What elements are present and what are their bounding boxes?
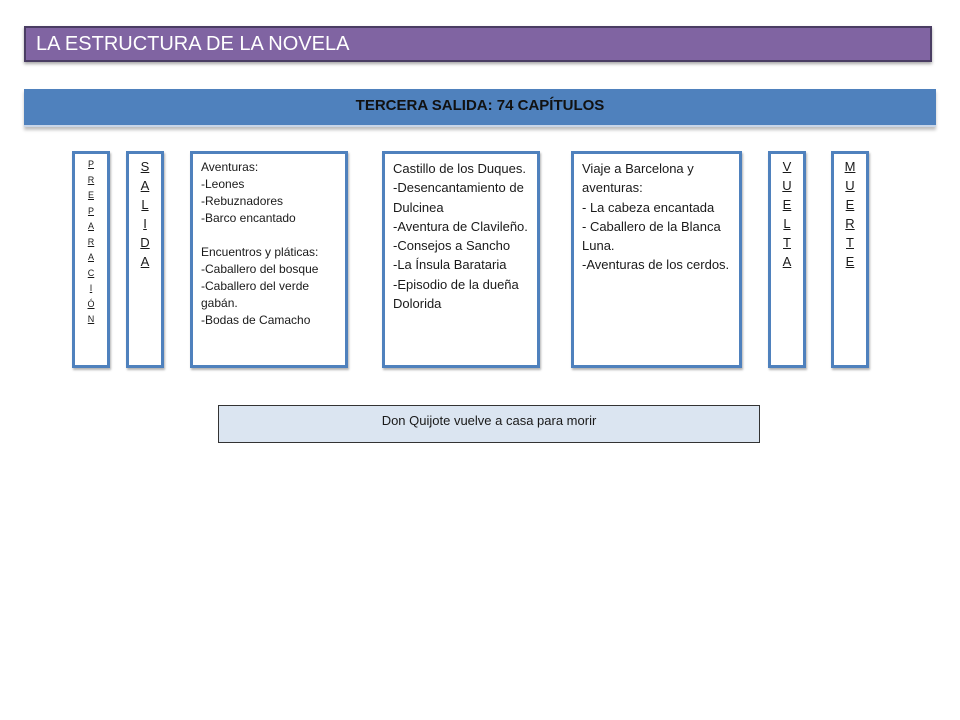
salida-letter: L: [141, 197, 149, 212]
footer-text: Don Quijote vuelve a casa para morir: [381, 413, 597, 428]
muerte-letter: T: [846, 235, 854, 250]
vuelta-letter: A: [782, 254, 792, 269]
preparacion-letter: R: [87, 236, 95, 247]
viaje-text: Viaje a Barcelona y aventuras: - La cabeza encantada - Caballero de la Blanca Luna. -Aventuras de los cerdos.: [582, 161, 730, 273]
muerte-letter: E: [845, 254, 855, 269]
viaje-box: [571, 151, 742, 368]
preparacion-letter: A: [87, 221, 94, 231]
aventuras-box: [190, 151, 348, 368]
vuelta-box: [768, 151, 806, 368]
muerte-box: [831, 151, 869, 368]
slide-title: LA ESTRUCTURA DE LA NOVELA: [24, 26, 932, 62]
preparacion-letter: C: [87, 267, 95, 278]
salida-letter: S: [140, 159, 150, 174]
muerte-letter: U: [845, 178, 855, 193]
salida-box: [126, 151, 164, 368]
vuelta-letter: E: [782, 197, 792, 212]
section-subtitle: TERCERA SALIDA: 74 CAPÍTULOS: [24, 89, 936, 127]
aventuras-text: Aventuras: -Leones -Rebuznadores -Barco encantado Encuentros y pláticas: -Caballero del bosque -Caballero del verde gabán. -Bodas de Camacho: [201, 160, 319, 327]
salida-letter: A: [140, 254, 150, 269]
castillo-box: [382, 151, 540, 368]
preparacion-letter: N: [87, 314, 95, 324]
preparacion-letter: P: [87, 159, 94, 169]
footer-note: [218, 405, 760, 443]
castillo-text: Castillo de los Duques. -Desencantamiento de Dulcinea -Aventura de Clavileño. -Consejos a Sancho -La Ínsula Barataria -Episodio de la dueña Dolorida: [393, 161, 528, 312]
preparacion-letter: R: [87, 174, 95, 185]
preparacion-letter: P: [87, 205, 94, 216]
vuelta-letter: T: [783, 235, 791, 250]
muerte-letter: R: [845, 216, 855, 231]
preparacion-box: [72, 151, 110, 368]
preparacion-letter: I: [89, 283, 93, 293]
salida-letter: D: [140, 235, 150, 250]
salida-letter: I: [143, 216, 147, 231]
vuelta-letter: U: [782, 178, 792, 193]
preparacion-letter: E: [87, 190, 94, 200]
vuelta-letter: L: [783, 216, 791, 231]
preparacion-letter: A: [87, 252, 94, 262]
preparacion-letter: Ó: [87, 298, 95, 309]
muerte-letter: E: [845, 197, 855, 212]
salida-letter: A: [140, 178, 150, 193]
vuelta-letter: V: [782, 159, 792, 174]
muerte-letter: M: [844, 159, 856, 174]
